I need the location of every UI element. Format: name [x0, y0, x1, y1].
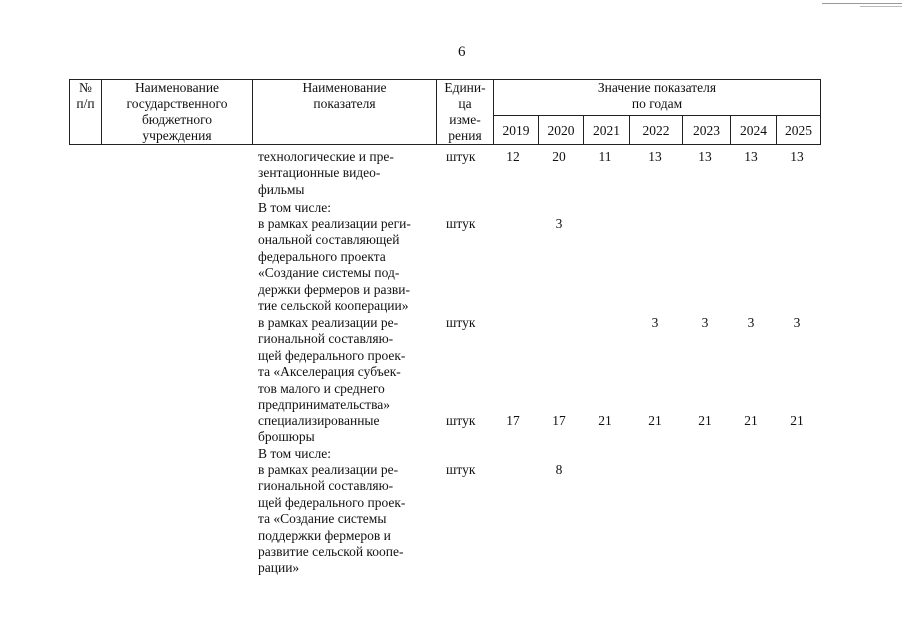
- indicator-name: в рамках реализации ре- гиональной составляю- щей федерального проек- та «Создание системы поддержки фермеров и развитие сельской коопе- рации»: [258, 462, 406, 576]
- value-cell: 3: [701, 315, 709, 330]
- unit-cell: штук: [446, 216, 476, 231]
- value-cell: 3: [793, 315, 801, 330]
- value-cell: 13: [744, 149, 758, 164]
- value-cell: 11: [598, 149, 612, 164]
- header-year: 2023: [683, 116, 731, 145]
- header-institution: Наименование государственного бюджетного учреждения: [102, 80, 253, 145]
- indicator-name: В том числе:: [258, 446, 331, 461]
- value-cell: 12: [506, 149, 520, 164]
- value-cell: 3: [747, 315, 755, 330]
- header-year: 2020: [539, 116, 584, 145]
- indicator-name: в рамках реализации ре- гиональной составляю- щей федерального проек- та «Акселерация субъек- тов малого и среднего предпринимательства»: [258, 315, 406, 413]
- value-cell: 21: [698, 413, 712, 428]
- value-cell: 3: [651, 315, 659, 330]
- indicator-name: технологические и пре- зентационные видео- фильмы: [258, 149, 394, 197]
- header-unit: Едини- ца изме- рения: [437, 80, 494, 145]
- unit-cell: штук: [446, 315, 476, 330]
- value-cell: 13: [648, 149, 662, 164]
- unit-cell: штук: [446, 413, 476, 428]
- indicator-name: В том числе:: [258, 200, 331, 215]
- value-cell: 20: [552, 149, 566, 164]
- value-cell: 17: [506, 413, 520, 428]
- value-cell: 21: [648, 413, 662, 428]
- unit-cell: штук: [446, 149, 476, 164]
- header-year: 2019: [494, 116, 539, 145]
- header-num: № п/п: [70, 80, 102, 145]
- page-number: 6: [458, 44, 466, 60]
- value-cell: 17: [552, 413, 566, 428]
- header-year: 2022: [630, 116, 683, 145]
- header-year: 2025: [777, 116, 821, 145]
- header-year: 2024: [731, 116, 777, 145]
- table-header: [69, 79, 821, 145]
- value-cell: 3: [555, 216, 563, 231]
- indicator-name: в рамках реализации реги- ональной составляющей федерального проекта «Создание системы под- держки фермеров и разви- тие сельской кооперации»: [258, 216, 411, 314]
- value-cell: 13: [698, 149, 712, 164]
- header-year: 2021: [584, 116, 630, 145]
- value-cell: 8: [555, 462, 563, 477]
- indicator-name: специализированные брошюры: [258, 413, 380, 445]
- value-cell: 21: [790, 413, 804, 428]
- value-cell: 21: [744, 413, 758, 428]
- value-cell: 13: [790, 149, 804, 164]
- scan-edge-line: [860, 6, 902, 7]
- header-indicator: Наименование показателя: [253, 80, 437, 145]
- unit-cell: штук: [446, 462, 476, 477]
- value-cell: 21: [598, 413, 612, 428]
- header-values-title: Значение показателя по годам: [494, 80, 821, 116]
- scan-edge-line: [822, 3, 902, 4]
